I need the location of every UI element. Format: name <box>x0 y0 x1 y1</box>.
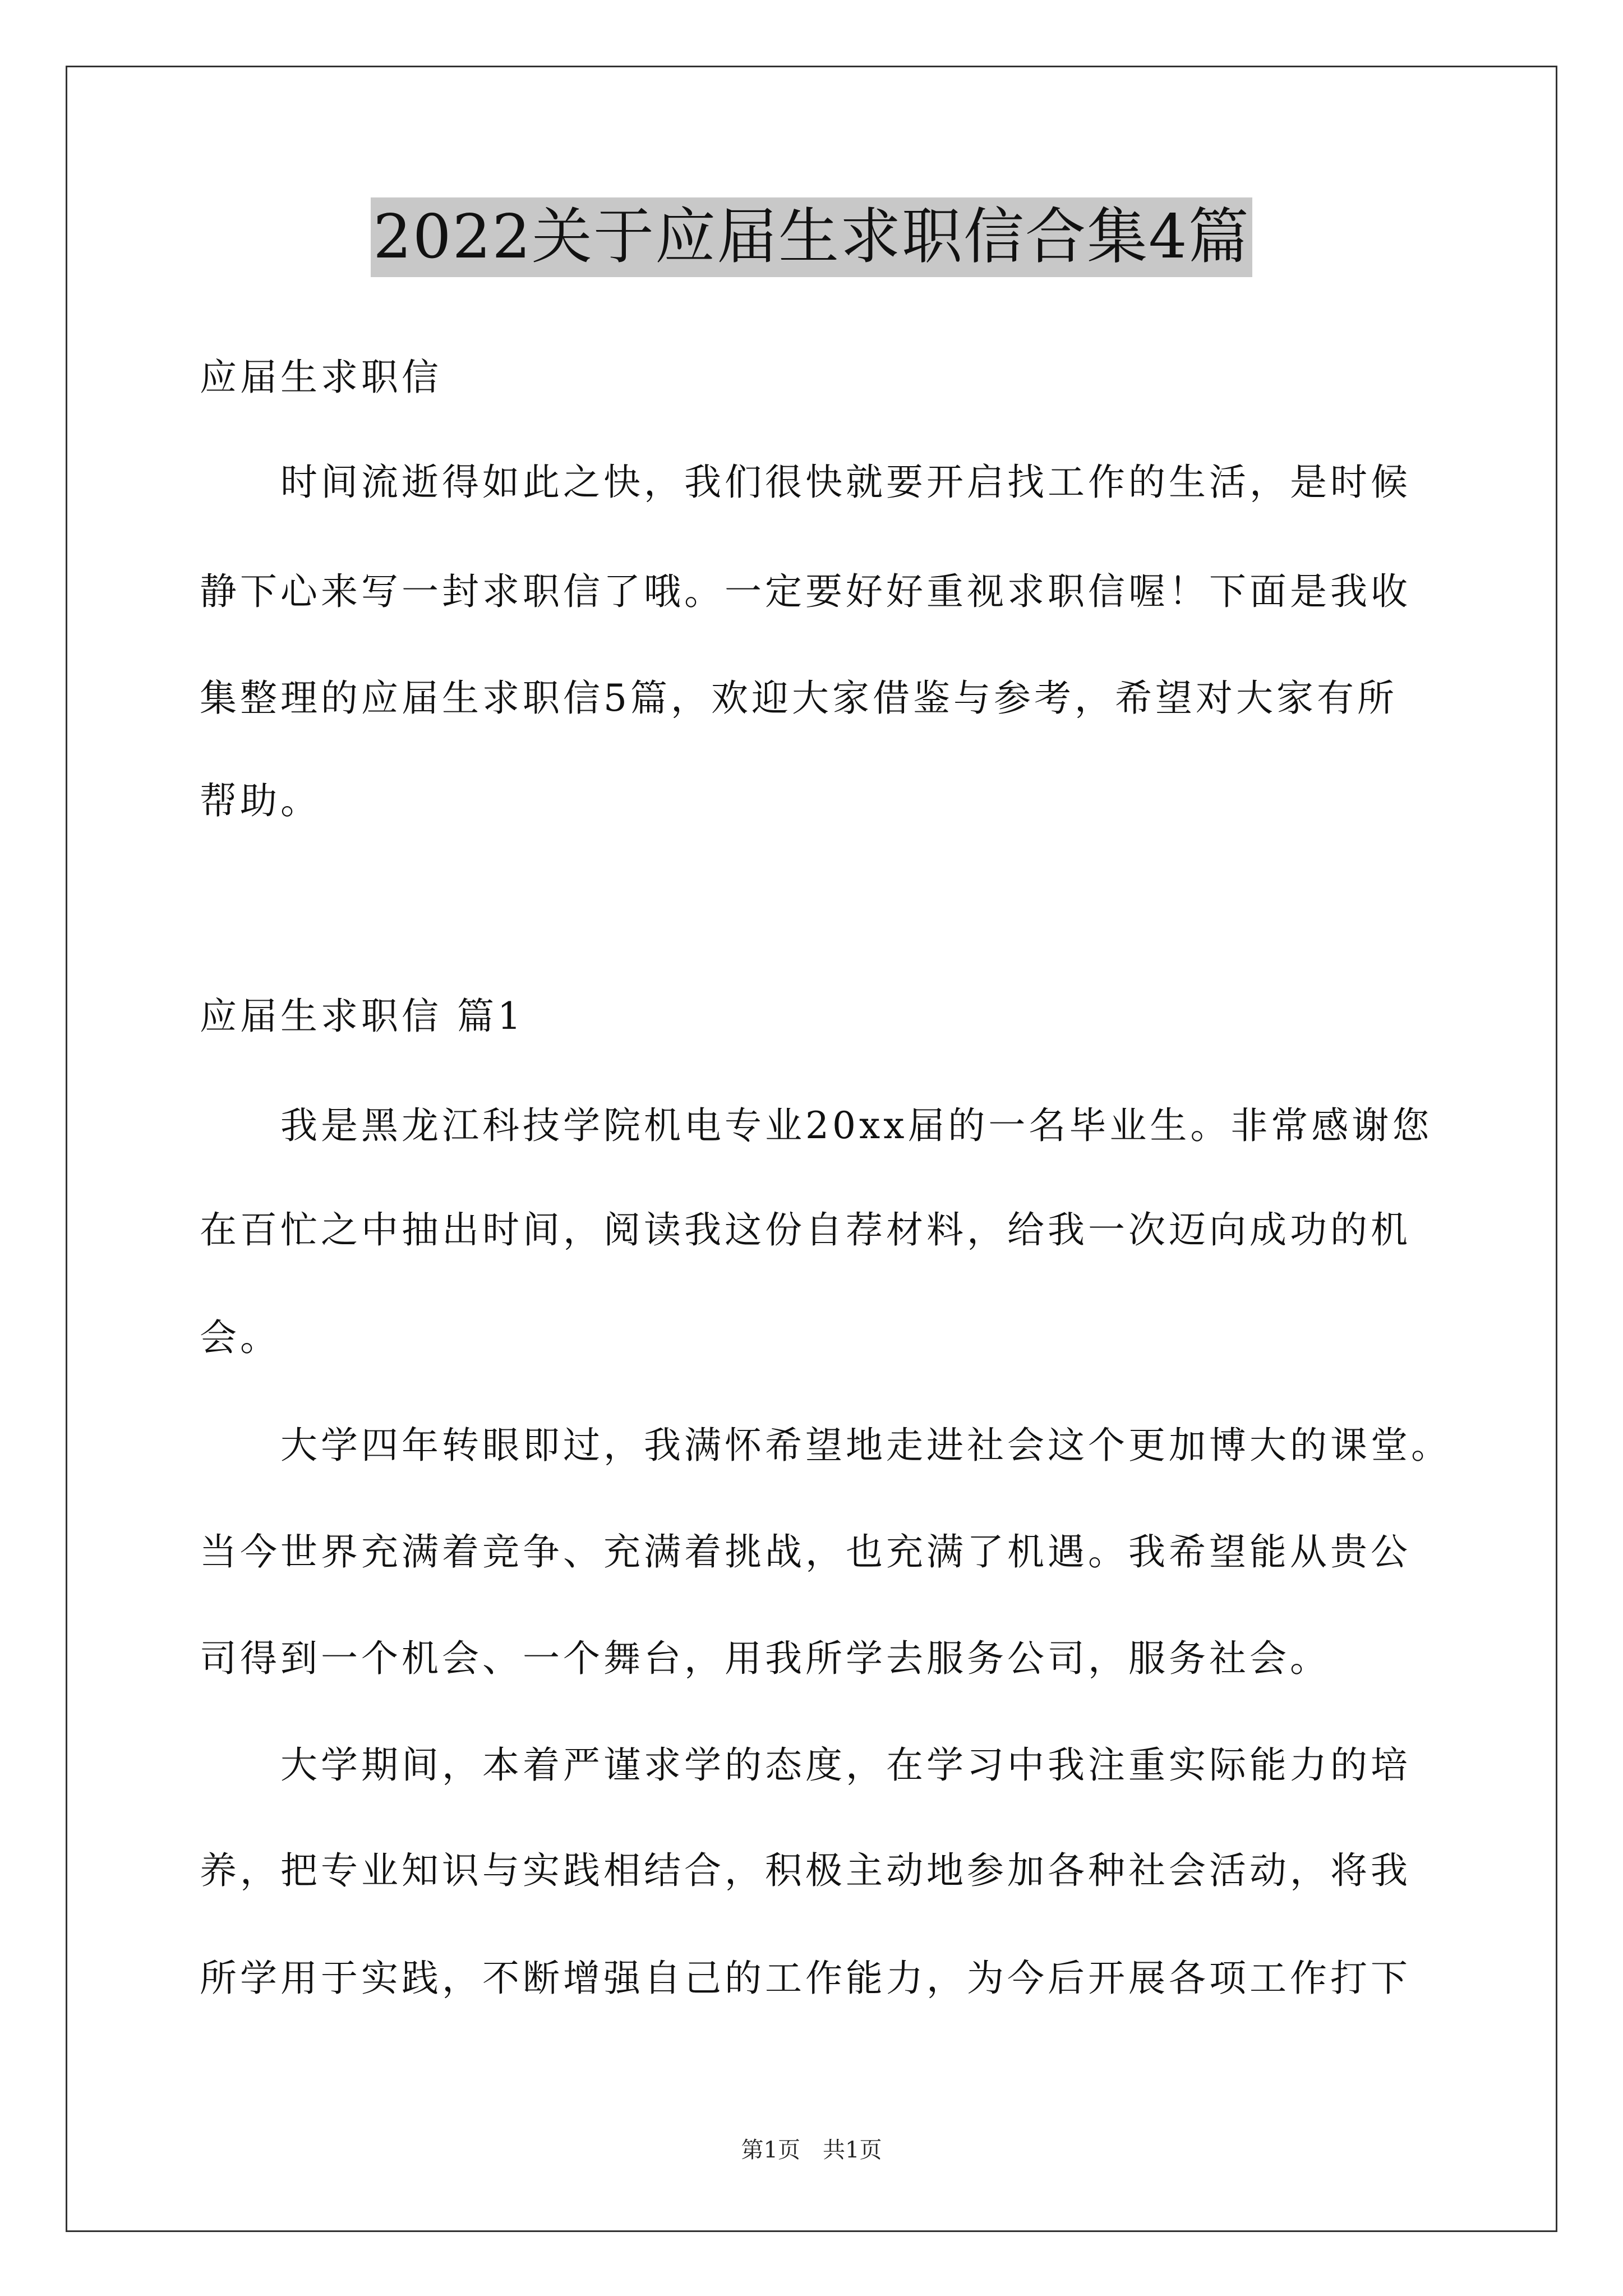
paragraph-line: 大学期间，本着严谨求学的态度，在学习中我注重实际能力的培 <box>280 1743 1411 1787</box>
paragraph-line: 我是黑龙江科技学院机电专业20xx届的一名毕业生。非常感谢您 <box>280 1104 1433 1147</box>
paragraph-line: 大学四年转眼即过，我满怀希望地走进社会这个更加博大的课堂。 <box>280 1424 1451 1467</box>
paragraph-line: 集整理的应届生求职信5篇，欢迎大家借鉴与参考，希望对大家有所 <box>200 677 1398 720</box>
paragraph-line: 养，把专业知识与实践相结合，积极主动地参加各种社会活动，将我 <box>200 1849 1411 1892</box>
paragraph-line: 当今世界充满着竞争、充满着挑战，也充满了机遇。我希望能从贵公 <box>200 1530 1411 1573</box>
section-heading: 应届生求职信 <box>200 356 442 399</box>
paragraph-line: 静下心来写一封求职信了哦。一定要好好重视求职信喔！下面是我收 <box>200 570 1411 613</box>
paragraph-line: 帮助。 <box>200 779 321 822</box>
section-heading: 应届生求职信 篇1 <box>200 995 524 1038</box>
paragraph-line: 在百忙之中抽出时间，阅读我这份自荐材料，给我一次迈向成功的机 <box>200 1208 1411 1251</box>
paragraph-line: 所学用于实践，不断增强自己的工作能力，为今后开展各项工作打下 <box>200 1957 1411 2000</box>
paragraph-line: 司得到一个机会、一个舞台，用我所学去服务公司，服务社会。 <box>200 1637 1330 1680</box>
page-footer: 第1页 共1页 <box>741 2137 882 2163</box>
title-container <box>0 197 1623 277</box>
paragraph-line: 会。 <box>200 1316 280 1359</box>
paragraph-line: 时间流逝得如此之快，我们很快就要开启找工作的生活，是时候 <box>280 461 1411 504</box>
document-title: 2022关于应届生求职信合集4篇 <box>371 197 1252 277</box>
